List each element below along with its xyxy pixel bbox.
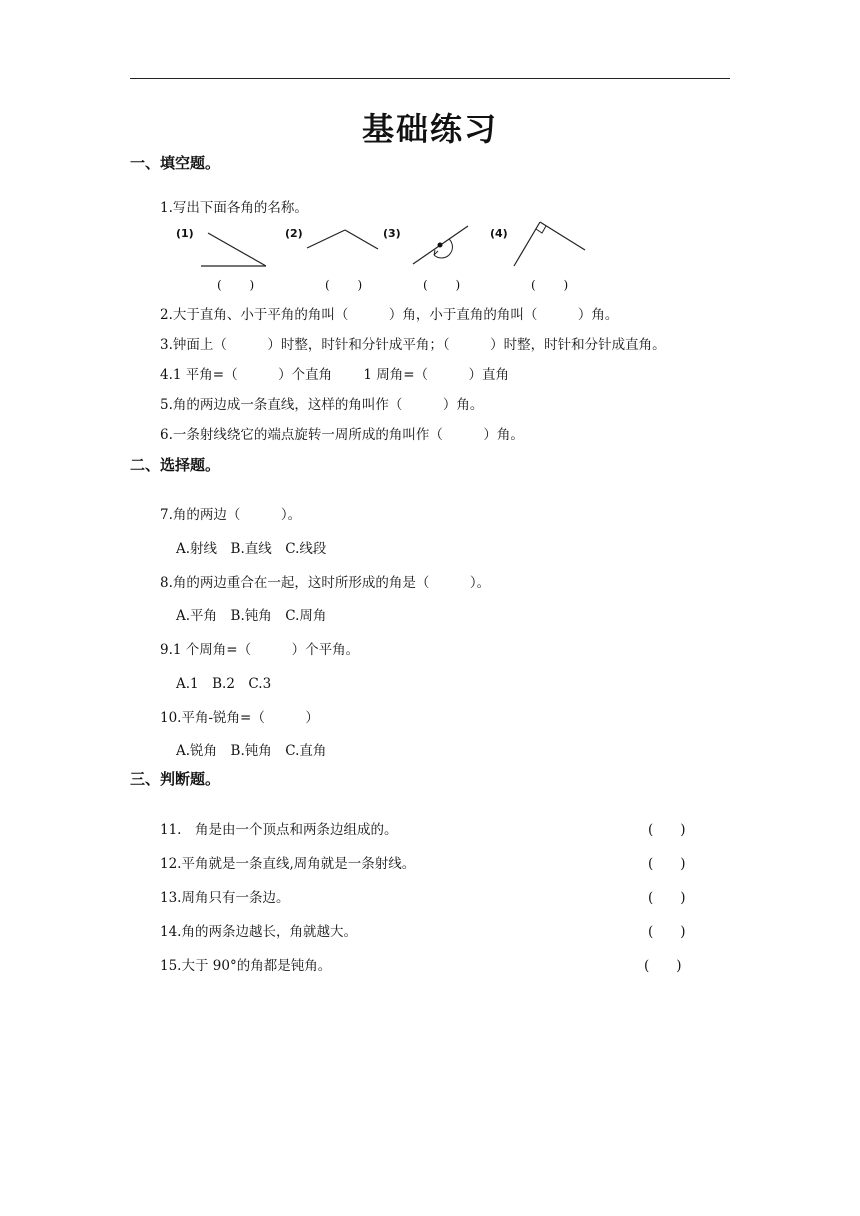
answer-blank-4: ( )	[531, 278, 569, 292]
question-15: 15.大于 90°的角都是钝角。	[160, 958, 332, 974]
figure-label-2: (2)	[285, 227, 303, 240]
answer-blank-3: ( )	[423, 278, 461, 292]
question-10: 10.平角-锐角=（ ）	[160, 710, 319, 726]
angle-figures	[0, 0, 860, 300]
question-4: 4.1 平角=（ ）个直角 1 周角=（ ）直角	[160, 367, 510, 383]
figure-label-1: (1)	[176, 227, 194, 240]
section-fill-heading: 一、填空题。	[130, 154, 221, 172]
question-8-options: A.平角 B.钝角 C.周角	[176, 608, 327, 624]
question-1: 1.写出下面各角的名称。	[160, 200, 308, 216]
question-14-answer: ( )	[648, 924, 686, 940]
question-9: 9.1 个周角=（ ）个平角。	[160, 642, 360, 658]
question-9-options: A.1 B.2 C.3	[176, 676, 272, 692]
question-11: 11. 角是由一个顶点和两条边组成的。	[160, 822, 398, 838]
question-15-answer: ( )	[644, 958, 682, 974]
angle-figure-2	[307, 230, 378, 249]
question-7-options: A.射线 B.直线 C.线段	[176, 541, 327, 557]
question-12: 12.平角就是一条直线,周角就是一条射线。	[160, 856, 416, 872]
question-11-answer: ( )	[648, 822, 686, 838]
angle-figure-3	[413, 226, 468, 264]
question-10-options: A.锐角 B.钝角 C.直角	[176, 743, 327, 759]
question-13-answer: ( )	[648, 890, 686, 906]
figure-label-3: (3)	[383, 227, 401, 240]
question-3: 3.钟面上（ ）时整，时针和分针成平角；（ ）时整，时针和分针成直角。	[160, 337, 666, 353]
question-12-answer: ( )	[648, 856, 686, 872]
question-6: 6.一条射线绕它的端点旋转一周所成的角叫作（ ）角。	[160, 427, 524, 443]
question-14: 14.角的两条边越长，角就越大。	[160, 924, 357, 940]
angle-figure-4	[514, 222, 585, 266]
question-5: 5.角的两边成一条直线，这样的角叫作（ ）角。	[160, 397, 484, 413]
answer-blank-1: ( )	[217, 278, 255, 292]
answer-blank-2: ( )	[325, 278, 363, 292]
question-13: 13.周角只有一条边。	[160, 890, 290, 906]
figure-label-4: (4)	[490, 227, 508, 240]
page-title: 基础练习	[361, 110, 498, 148]
question-7: 7.角的两边（ ）。	[160, 507, 302, 523]
question-8: 8.角的两边重合在一起，这时所形成的角是（ ）。	[160, 575, 491, 591]
angle-figure-1	[201, 233, 266, 266]
section-choice-heading: 二、选择题。	[130, 456, 221, 474]
section-judge-heading: 三、判断题。	[130, 770, 221, 788]
question-2: 2.大于直角、小于平角的角叫（ ）角，小于直角的角叫（ ）角。	[160, 307, 619, 323]
